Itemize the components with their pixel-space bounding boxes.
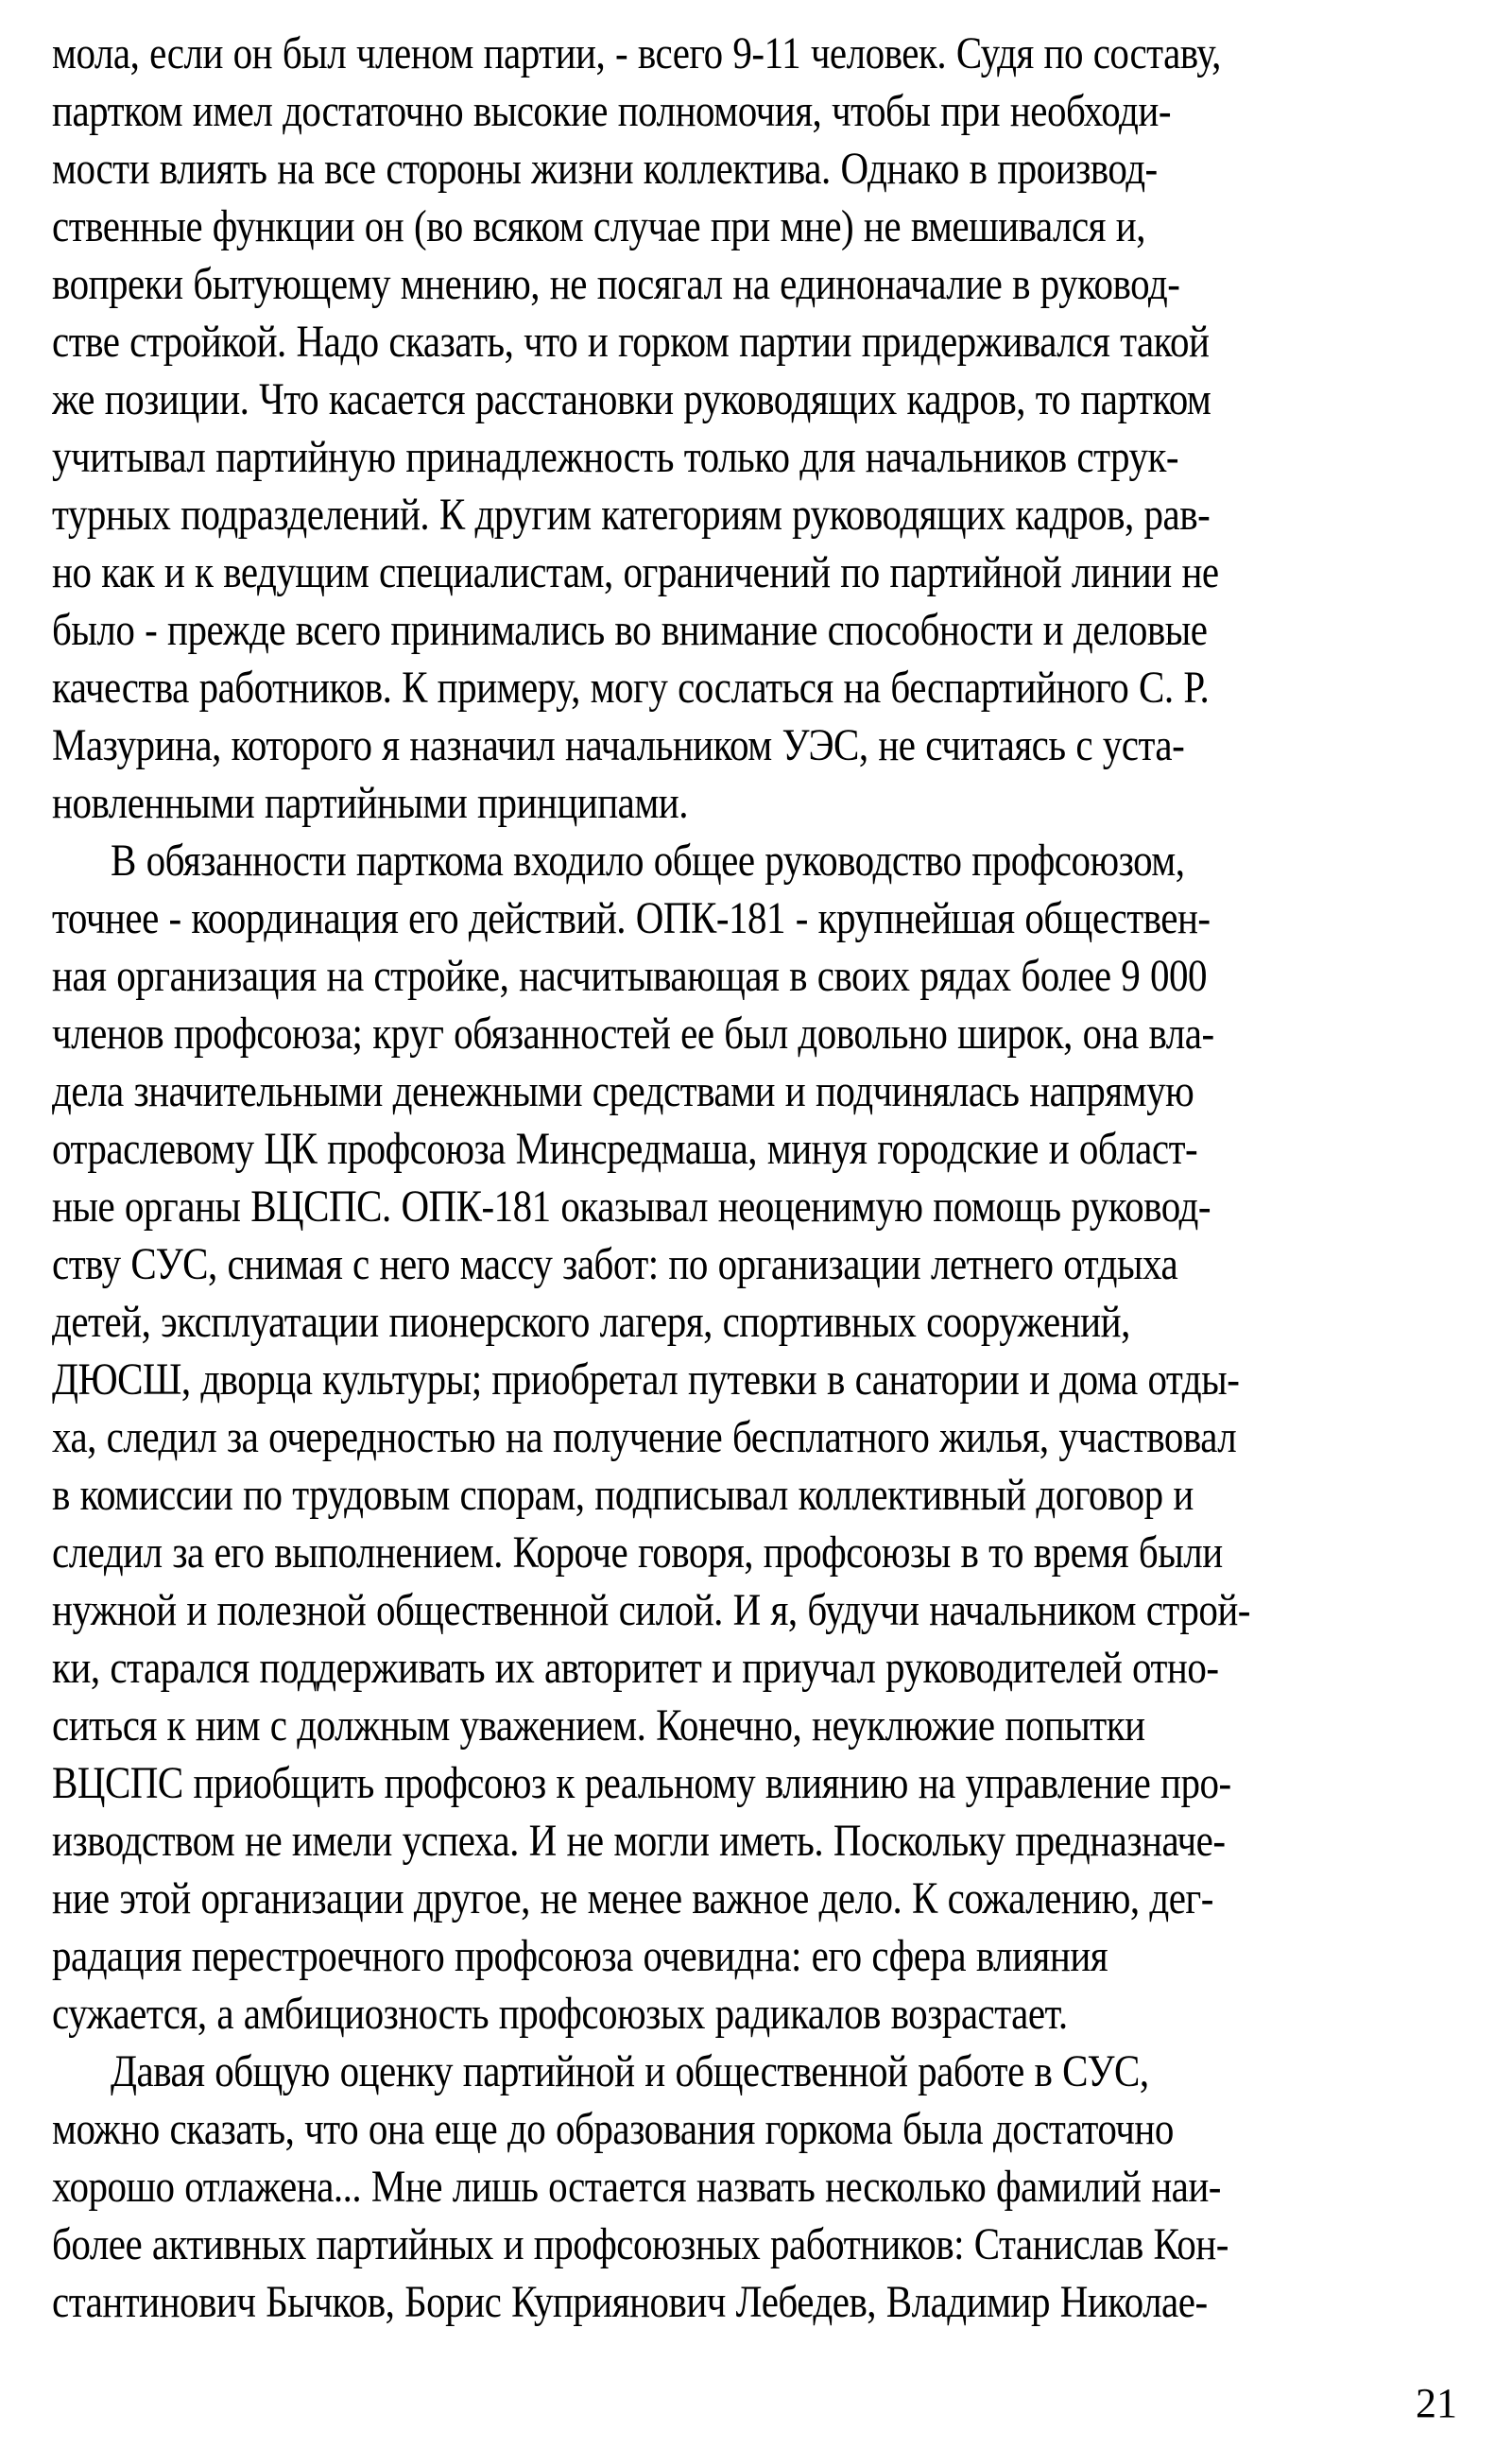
text-line: стве стройкой. Надо сказать, что и горком партии придерживался такой [52,316,1210,367]
text-line: в комиссии по трудовым спорам, подписывал коллективный договор и [52,1469,1194,1520]
text-line: качества работников. К примеру, могу сослаться на беспартийного С. Р. [52,662,1210,713]
text-line: новленными партийными принципами. [52,777,688,828]
text-line: турных подразделений. К другим категориям руководящих кадров, рав- [52,489,1211,540]
text-line: было - прежде всего принимались во внимание способности и деловые [52,604,1208,655]
text-line: ные органы ВЦСПС. ОПК-181 оказывал неоценимую помощь руковод- [52,1181,1211,1232]
text-line: ДЮСШ, дворца культуры; приобретал путевки в санатории и дома отды- [52,1354,1240,1405]
text-line: ВЦСПС приобщить профсоюз к реальному влиянию на управление про- [52,1757,1231,1808]
text-line: партком имел достаточно высокие полномочия, чтобы при необходи- [52,85,1171,136]
text-line: радация перестроечного профсоюза очевидна: его сфера влияния [52,1930,1108,1981]
text-line: Давая общую оценку партийной и общественной работе в СУС, [111,2045,1149,2096]
text-line: ха, следил за очередностью на получение бесплатного жилья, участвовал [52,1411,1237,1462]
text-line: ная организация на стройке, насчитывающая в своих рядах более 9 000 [52,950,1208,1001]
text-line: изводством не имели успеха. И не могли иметь. Поскольку предназначе- [52,1815,1226,1866]
page-number: 21 [1416,2380,1457,2426]
text-line: ки, старался поддерживать их авторитет и приучал руководителей отно- [52,1642,1219,1693]
text-line: отраслевому ЦК профсоюза Минсредмаша, минуя городские и област- [52,1123,1198,1174]
text-line: членов профсоюза; круг обязанностей ее был довольно широк, она вла- [52,1008,1214,1059]
text-line: мости влиять на все стороны жизни коллектива. Однако в производ- [52,143,1158,194]
text-line: можно сказать, что она еще до образования горкома была достаточно [52,2103,1174,2154]
text-line: детей, эксплуатации пионерского лагеря, спортивных сооружений, [52,1296,1130,1347]
text-line: ситься к ним с должным уважением. Конечно, неуклюжие попытки [52,1699,1145,1751]
text-line: ние этой организации другое, не менее важное дело. К сожалению, дег- [52,1872,1213,1923]
text-line: дела значительными денежными средствами и подчинялась напрямую [52,1065,1194,1116]
text-line: нужной и полезной общественной силой. И я, будучи начальником строй- [52,1584,1250,1635]
text-line: хорошо отлажена... Мне лишь остается назвать несколько фамилий наи- [52,2161,1221,2212]
page-text-block [52,25,1462,2331]
text-line: сужается, а амбициозность профсоюзых радикалов возрастает. [52,1988,1068,2039]
text-line: стантинович Бычков, Борис Куприянович Лебедев, Владимир Николае- [52,2276,1208,2327]
text-line: ственные функции он (во всяком случае при мне) не вмешивался и, [52,200,1145,251]
text-line: ству СУС, снимая с него массу забот: по организации летнего отдыха [52,1238,1178,1289]
text-line: более активных партийных и профсоюзных работников: Станислав Кон- [52,2218,1228,2269]
text-line: точнее - координация его действий. ОПК-181 - крупнейшая обществен- [52,892,1211,943]
text-line: же позиции. Что касается расстановки руководящих кадров, то партком [52,373,1211,424]
text-line: но как и к ведущим специалистам, ограничений по партийной линии не [52,546,1219,597]
text-line: Мазурина, которого я назначил начальником УЭС, не считаясь с уста- [52,719,1185,770]
text-line: вопреки бытующему мнению, не посягал на единоначалие в руковод- [52,258,1180,309]
text-line: В обязанности парткома входило общее руководство профсоюзом, [111,835,1185,886]
text-line: учитывал партийную принадлежность только для начальников струк- [52,431,1179,482]
text-line: следил за его выполнением. Короче говоря, профсоюзы в то время были [52,1526,1223,1578]
text-line: мола, если он был членом партии, - всего 9-11 человек. Судя по составу, [52,27,1221,78]
